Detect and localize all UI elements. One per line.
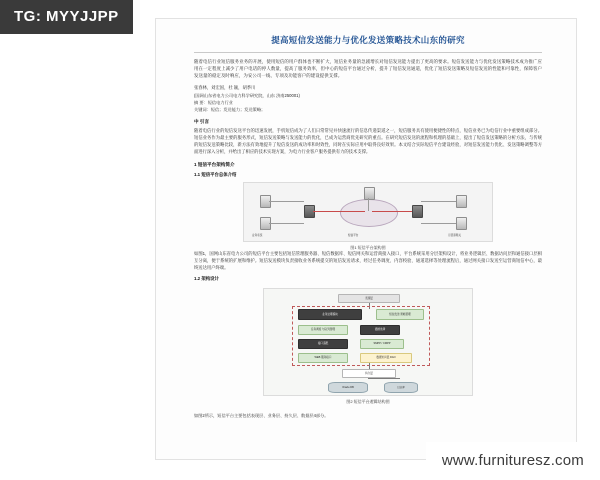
figure-1-label-left: 业务系统 bbox=[252, 233, 263, 237]
node-icon bbox=[364, 187, 375, 200]
diagram-block: 短信发送 策略管理 bbox=[376, 309, 424, 320]
paragraph-after-figure-1: 如图1，国网山东省电力公司的短信平台主要包括短信管理服务器、短信数据库、短信网关和运营商接入接口，平台系统采用分层架构设计，将业务逻辑层、数据访问层和通信接口层相互分离，便于系统的扩展和维护。短信发送模块负责接收业务系统提交的短信发送请求，经过任务调度、内容校验、通道选择等处理流程后，通过网关接口发送至运营商短信中心，最终送达用户终端。 bbox=[194, 250, 542, 270]
figure-2-caption: 图2 短信平台逻辑结构图 bbox=[346, 398, 390, 404]
figure-1-label-center: 短信平台 bbox=[348, 233, 359, 237]
diagram-block: 通道选择 bbox=[360, 325, 400, 335]
author-list: 张春林，刘宏国，杜 颖，胡季川 bbox=[194, 85, 256, 91]
introduction-heading: 中 引言 bbox=[194, 118, 210, 124]
node-icon bbox=[456, 217, 467, 230]
connector-line bbox=[368, 198, 369, 211]
introduction-paragraph: 随着电信行业的短信发送平台的迅速发展，手机短信成为了人们日常常见并快速流行的信息传递渠道之一，短信服务具有使用便捷性的特点，短信业务已为电信行业中重要组成部分。短信业务作为最主要的服务形式，短信发送策略与发送能力的优化，已成为运营商优先研究的重点。在研究短信发送的流程和机理的基础上，提出了短信发送策略的分析方法，与传统的短信发送策略比较，新方法有效地提升了短信发送的成功率和时效性，同时在实际应用中取得良好效果。本文结合实际短信平台建设经验，对短信发送能力优化、发送策略调整等方面进行深入分析，并给出了相应的技术实现方案，为电力行业客户服务提供有力的技术支撑。 bbox=[194, 127, 542, 154]
page-title: 提高短信发送能力与优化发送策略技术山东的研究 bbox=[271, 35, 465, 45]
section-1-1-heading: 1.1 短信平台总体介绍 bbox=[194, 171, 237, 177]
cloud-icon bbox=[340, 199, 398, 227]
closing-paragraph: 如图2所示，短信平台主要包括表现层、业务层、持久层、数据层4部分。 bbox=[194, 412, 329, 418]
title-divider bbox=[194, 52, 542, 53]
diagram-block: SMPP / CMPP bbox=[360, 339, 404, 349]
connector-line-highlight bbox=[372, 211, 412, 212]
diagram-block: WEB 服务接口 bbox=[298, 353, 348, 363]
connector-line bbox=[421, 201, 456, 202]
diagram-block: 表现层 bbox=[338, 294, 400, 303]
scanned-document-page bbox=[155, 18, 577, 460]
connector-line bbox=[369, 363, 370, 369]
database-cylinder: 日志库 bbox=[384, 382, 418, 393]
section-1-2-heading: 1.2 架构设计 bbox=[194, 275, 219, 281]
diagram-block: 任务调度 与队列管理 bbox=[298, 325, 348, 335]
node-icon bbox=[456, 195, 467, 208]
figure-1-caption: 图1 短信平台架构图 bbox=[350, 244, 386, 250]
abstract-heading: 摘 要：短信电力行业 bbox=[194, 99, 233, 105]
connector-line-highlight bbox=[313, 211, 365, 212]
diagram-block: 业务处理模块 bbox=[298, 309, 362, 320]
document-content bbox=[194, 35, 542, 419]
figure-2-block-diagram bbox=[263, 288, 473, 396]
connector-line bbox=[421, 223, 456, 224]
figure-1-label-right: 运营商网关 bbox=[448, 233, 461, 237]
diagram-block: 持久层 bbox=[342, 369, 396, 378]
diagram-block: 数据访问层 DAO bbox=[360, 353, 412, 363]
section-1-heading: 1 短信平台架构简介 bbox=[194, 161, 235, 167]
tg-watermark-badge: TG: MYYJJPP bbox=[0, 0, 133, 34]
figure-1-network-topology bbox=[243, 182, 493, 242]
node-icon bbox=[412, 205, 423, 218]
database-cylinder: Oracle DB bbox=[328, 382, 368, 393]
keywords-line: 关键词：短信；发送能力；发送策略； bbox=[194, 106, 266, 112]
connector-line bbox=[269, 223, 304, 224]
diagram-block: 接口适配 bbox=[298, 339, 348, 349]
connector-line bbox=[269, 201, 304, 202]
site-watermark: www.furnituresz.com bbox=[426, 442, 600, 480]
abstract-paragraph: 随着电信行业短信服务业务的开展，使用短信的用户群体也不断扩大，短信业务量的急剧增长对短信发送能力提出了更高的要求。短信发送能力与优化发送策略技术成为推广应用在一定程度上减少了用户电话的停人数量，提高了服务效率，但中心的短信平台通过分析，提升了短信发送通道，优化了短信发送策略及短信发送的性能和可靠性，保障客户发送量的稳定及时响应，为安公司一线、专项及功能客户的建设提供支撑。 bbox=[194, 58, 542, 79]
affiliation-line: (国网山东省电力公司电力科学研究院，山东 济南250001) bbox=[194, 92, 300, 98]
connector-line bbox=[368, 378, 400, 379]
